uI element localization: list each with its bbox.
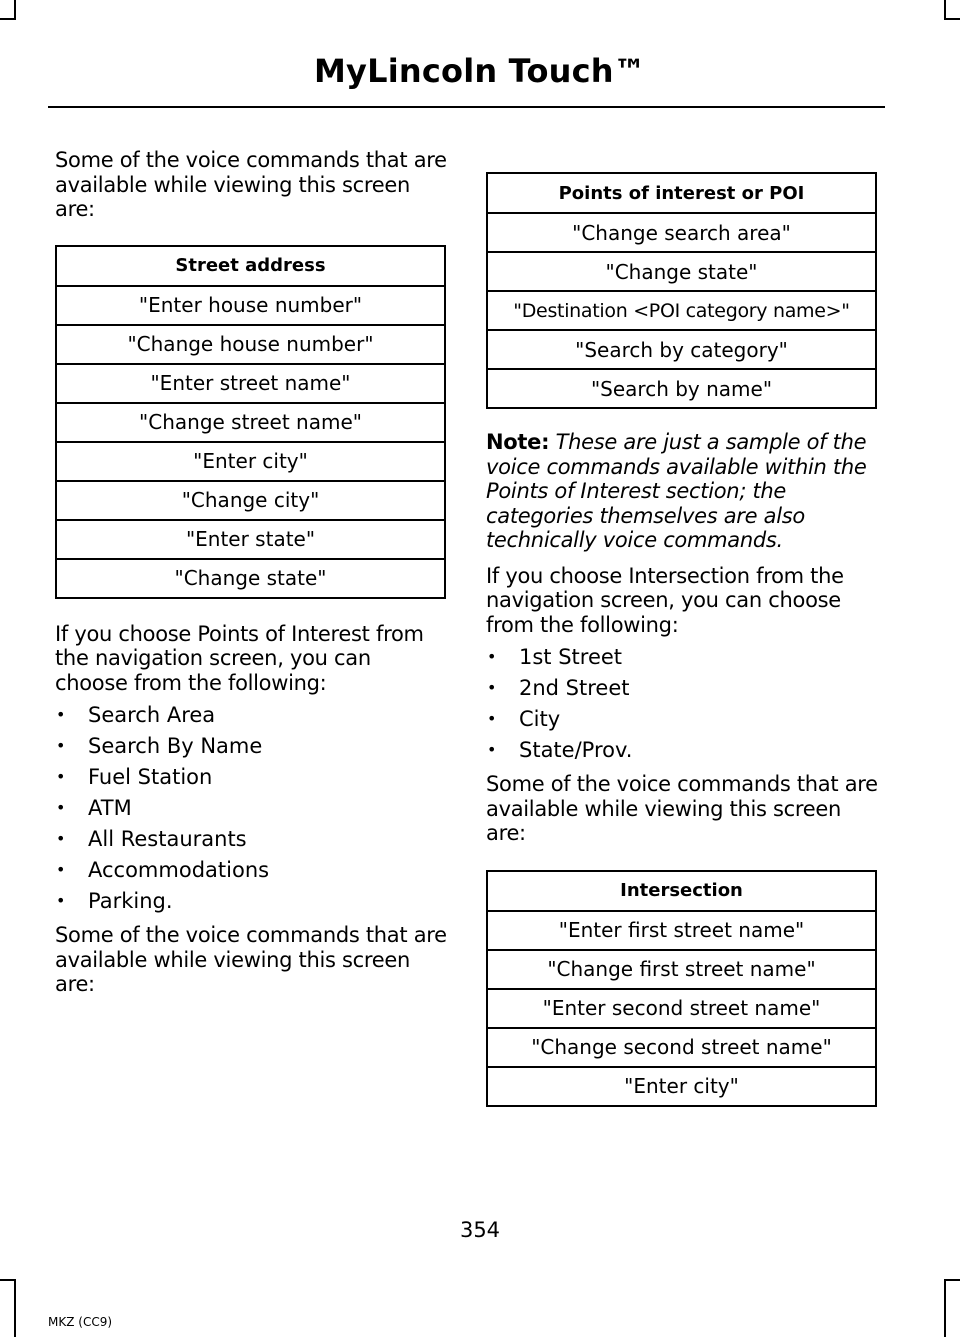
table-row: "Enter first street name" [487,911,876,950]
list-item: • Accommodations [56,858,270,882]
list-item: • Search Area [56,703,216,727]
table-row: "Change street name" [56,403,445,442]
table-row: "Enter house number" [56,286,445,325]
bullet-icon: • [487,647,497,666]
table-row: "Enter city" [487,1067,876,1106]
list-item: • City [487,707,561,731]
bullet-icon: • [56,829,66,848]
intersection-table [486,870,877,1107]
bullet-icon: • [56,798,66,817]
note-text: These are just a sample of the voice commands available within the Points of Interest section; the categories themselves are also technically voice commands. [486,430,867,552]
bullet-icon: • [56,860,66,879]
list-item: • Search By Name [56,734,263,758]
bullet-icon: • [487,678,497,697]
table-row: "Change state" [487,252,876,291]
bullet-icon: • [56,767,66,786]
table-header: Points of interest or POI [487,173,876,213]
bullet-icon: • [56,891,66,910]
table-row: "Change state" [56,559,445,598]
list-item: • 1st Street [487,645,623,669]
page-title: MyLincoln Touch™ [314,52,646,90]
bullet-icon: • [487,740,497,759]
list-item: • All Restaurants [56,827,247,851]
table-header: Intersection [487,871,876,911]
table-row: "Change city" [56,481,445,520]
list-item: • ATM [56,796,132,820]
page-number: 354 [459,1218,501,1242]
note-paragraph [486,430,878,553]
list-item: • Parking. [56,889,173,913]
table-row: "Enter city" [56,442,445,481]
table-header: Street address [56,246,445,286]
table-row: "Enter street name" [56,364,445,403]
street-address-table [55,245,446,599]
list-item: • State/Prov. [487,738,633,762]
bullet-icon: • [56,736,66,755]
table-row: "Search by name" [487,369,876,408]
poi-intro-paragraph: If you choose Points of Interest from the navigation screen, you can choose from the following: [55,621,424,695]
outro-paragraph: Some of the voice commands that are available while viewing this screen are: [486,772,878,845]
poi-options-list [55,703,447,920]
outro-paragraph: Some of the voice commands that are available while viewing this screen are: [55,923,447,996]
list-item: • 2nd Street [487,676,630,700]
table-row: "Destination <POI category name>" [487,291,876,330]
note-label: Note: [486,430,550,454]
crop-mark [944,0,946,20]
intersection-intro-paragraph: If you choose Intersection from the navigation screen, you can choose from the following: [486,563,844,637]
bullet-icon: • [56,705,66,724]
left-column [55,148,447,997]
crop-mark [944,1279,946,1337]
poi-table [486,172,877,409]
table-row: "Search by category" [487,330,876,369]
table-row: "Change house number" [56,325,445,364]
bullet-icon: • [487,709,497,728]
list-item: • Fuel Station [56,765,213,789]
crop-mark [944,1279,960,1281]
table-row: "Enter state" [56,520,445,559]
intersection-options-list [486,645,878,769]
table-row: "Change first street name" [487,950,876,989]
table-row: "Change second street name" [487,1028,876,1067]
model-code: MKZ (CC9) [48,1315,113,1329]
crop-mark [0,18,16,20]
crop-mark [14,0,16,20]
table-row: "Change search area" [487,213,876,252]
crop-mark [944,18,960,20]
intro-paragraph: Some of the voice commands that are available while viewing this screen are: [55,148,447,221]
table-row: "Enter second street name" [487,989,876,1028]
header-divider [48,106,885,108]
right-column [486,172,878,1107]
crop-mark [14,1279,16,1337]
